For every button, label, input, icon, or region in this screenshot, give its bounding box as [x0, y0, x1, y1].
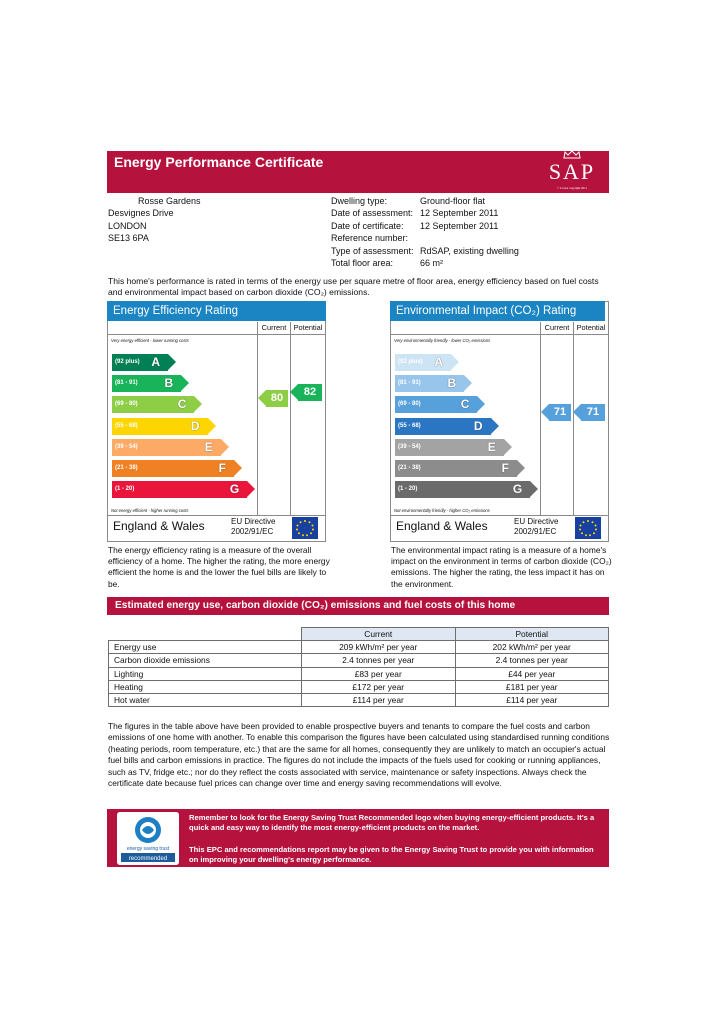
potential-rating-arrow — [581, 404, 605, 421]
detail-label: Reference number: — [331, 233, 409, 244]
band-tip — [530, 481, 538, 497]
detail-value: Ground-floor flat — [420, 196, 486, 206]
potential-rating-arrow — [298, 384, 322, 401]
table-header-row — [109, 628, 609, 641]
band-range: (1 - 20) — [398, 486, 418, 493]
directive-line: EU Directive — [231, 517, 276, 526]
sap-logo-text: SAP — [548, 159, 596, 184]
rating-band-b — [112, 375, 181, 392]
detail-value: 66 m² — [420, 258, 444, 269]
detail-value: 12 September 2011 — [420, 220, 499, 231]
address-line: Rosse Gardens — [138, 196, 201, 206]
detail-value: RdSAP, existing dwelling — [420, 245, 519, 256]
arrow-point — [573, 404, 581, 420]
region-label: England & Wales — [396, 519, 488, 533]
eu-flag-icon — [292, 517, 318, 539]
row-current: 209 kWh/m² per year — [302, 641, 456, 654]
row-label: Lighting — [109, 667, 302, 680]
column-divider — [257, 322, 258, 515]
directive-line: 2002/91/EC — [514, 527, 557, 536]
arrow-point — [290, 384, 298, 400]
explanation-text: The figures in the table above have been provided to enable prospective buyers and tenants to compare the fuel costs and carbon emissions of one home with another. To enable this comparison the figures have been calculated using standardised running conditions (heating periods, room temperature, etc.) that are the same for all homes, consequently they are unlikely to match an occupier's actual fuel bills and carbon emissions in practice. The figures do not include the impacts of the fuels used for cooking or running appliances, such as TV, fridge etc.; nor do they reflect the costs associated with service, maintenance or safety inspections. Always check the certificate date because fuel prices can change over time and energy saving recommendations will evolve. — [108, 721, 610, 789]
band-range: (92 plus) — [115, 359, 140, 365]
potential-rating-value: 82 — [303, 386, 317, 398]
energy-efficiency-panel — [107, 301, 326, 542]
band-letter: D — [190, 418, 200, 433]
band-letter: A — [434, 355, 443, 369]
band-range: (81 - 91) — [115, 380, 138, 387]
rating-band-d — [112, 418, 208, 435]
potential-column-header: Potential — [293, 323, 323, 332]
divider — [108, 334, 325, 335]
band-letter: B — [447, 376, 457, 391]
row-potential: 202 kWh/m² per year — [455, 641, 609, 654]
crown-icon — [563, 151, 581, 159]
sap-logo — [541, 153, 603, 191]
band-tip — [221, 439, 229, 455]
eu-directive — [231, 517, 275, 537]
rating-band-e — [112, 439, 221, 456]
address-line: LONDON — [108, 220, 147, 231]
table-header-blank — [109, 628, 302, 641]
bottom-note: Not environmentally friendly - higher CO₂ emissions — [394, 508, 490, 513]
detail-label: Total floor area: — [331, 258, 394, 269]
footer-text-1: Remember to look for the Energy Saving Trust Recommended logo when buying energy-efficient products. It's a quick and easy way to identify the most energy-efficient products on the market. — [189, 813, 595, 832]
current-rating-value: 80 — [270, 392, 284, 404]
band-range: (55 - 68) — [398, 422, 421, 429]
band-letter: C — [460, 397, 470, 412]
band-tip — [464, 375, 472, 391]
detail-label: Type of assessment: — [331, 245, 414, 256]
band-letter: G — [229, 482, 240, 497]
row-current: £114 per year — [302, 693, 456, 706]
detail-label: Date of certificate: — [331, 220, 404, 231]
row-label: Heating — [109, 680, 302, 693]
band-letter: B — [164, 376, 174, 391]
band-letter: F — [218, 461, 226, 475]
band-tip — [181, 375, 189, 391]
region-label: England & Wales — [113, 519, 205, 533]
detail-row — [331, 232, 611, 244]
directive-line: EU Directive — [514, 517, 559, 526]
band-letter: F — [501, 461, 509, 475]
detail-row — [331, 245, 611, 257]
band-range: (1 - 20) — [115, 486, 135, 493]
divider — [391, 334, 608, 335]
detail-row — [331, 207, 611, 219]
table-header-current: Current — [302, 628, 456, 641]
rating-band-g — [112, 481, 247, 498]
band-tip — [208, 418, 216, 434]
band-tip — [491, 418, 499, 434]
band-letter: G — [512, 482, 523, 497]
row-current: 2.4 tonnes per year — [302, 654, 456, 667]
rating-band-f — [395, 460, 517, 477]
intro-text: This home's performance is rated in terms of the energy use per square metre of floor area, energy efficiency based on fuel costs and environmental impact based on carbon dioxide (CO₂) emissions. — [108, 276, 599, 297]
row-potential: 2.4 tonnes per year — [455, 654, 609, 667]
rating-band-a — [112, 354, 168, 371]
current-rating-arrow — [549, 404, 571, 421]
bottom-note: Not energy efficient - higher running costs — [111, 508, 189, 513]
potential-column-header: Potential — [576, 323, 606, 332]
table-row — [109, 693, 609, 706]
address-line: Desvignes Drive — [108, 208, 174, 219]
current-column-header: Current — [261, 323, 287, 332]
environmental-impact-title: Environmental Impact (CO₂) Rating — [390, 301, 605, 321]
sap-logo-small: © Crown copyright 2011 — [556, 186, 588, 190]
band-range: (69 - 80) — [115, 401, 138, 408]
directive-line: 2002/91/EC — [231, 527, 274, 536]
environmental-description: The environmental impact rating is a measure of a home's impact on the environment in terms of carbon dioxide (CO₂) emissions. The higher the rating, the less impact it has on the environment. — [391, 545, 612, 589]
band-letter: E — [487, 439, 496, 454]
rating-band-c — [112, 396, 194, 413]
top-note: Very energy efficient - lower running costs — [111, 338, 189, 343]
band-tip — [234, 460, 242, 476]
rating-band-a — [395, 354, 451, 371]
divider — [391, 515, 608, 516]
row-label: Hot water — [109, 693, 302, 706]
band-range: (69 - 80) — [398, 401, 421, 408]
dwelling-details — [331, 195, 611, 269]
table-row — [109, 654, 609, 667]
top-note: Very environmentally friendly - lower CO₂ emissions — [394, 338, 491, 343]
detail-row — [331, 220, 611, 232]
environmental-impact-panel — [390, 301, 609, 542]
rating-band-b — [395, 375, 464, 392]
potential-rating-value: 71 — [586, 406, 600, 418]
rating-band-d — [395, 418, 491, 435]
certificate-title: Energy Performance Certificate — [114, 154, 324, 170]
band-tip — [517, 460, 525, 476]
eu-directive — [514, 517, 558, 537]
footer-banner — [107, 809, 609, 867]
address-line: SE13 6PA — [108, 233, 149, 244]
property-address — [108, 195, 308, 245]
rating-band-e — [395, 439, 504, 456]
band-range: (39 - 54) — [115, 443, 138, 450]
row-label: Carbon dioxide emissions — [109, 654, 302, 667]
arrow-point — [541, 404, 549, 420]
arrow-point — [258, 390, 266, 406]
logo-line1: energy saving trust — [126, 846, 170, 852]
energy-efficiency-title: Energy Efficiency Rating — [107, 301, 326, 321]
band-tip — [247, 481, 255, 497]
rating-band-f — [112, 460, 234, 477]
table-row — [109, 667, 609, 680]
band-range: (81 - 91) — [398, 380, 421, 387]
band-range: (92 plus) — [398, 359, 423, 365]
current-rating-arrow — [266, 390, 288, 407]
band-letter: C — [177, 397, 187, 412]
table-row — [109, 680, 609, 693]
estimated-costs-table — [108, 627, 609, 707]
rating-band-c — [395, 396, 477, 413]
band-tip — [477, 396, 485, 412]
band-range: (21 - 38) — [115, 465, 138, 471]
band-letter: A — [151, 355, 160, 369]
table-header-potential: Potential — [455, 628, 609, 641]
detail-label: Dwelling type: — [331, 196, 388, 206]
estimated-costs-title: Estimated energy use, carbon dioxide (CO₂) emissions and fuel costs of this home — [107, 597, 609, 615]
row-potential: £181 per year — [455, 680, 609, 693]
efficiency-description: The energy efficiency rating is a measure of the overall efficiency of a home. The higher the rating, the more energy efficient the home is and the lower the fuel bills are likely to be. — [108, 545, 330, 589]
energy-saving-trust-logo — [117, 812, 179, 865]
band-tip — [504, 439, 512, 455]
band-tip — [194, 396, 202, 412]
band-range: (55 - 68) — [115, 422, 138, 429]
row-potential: £44 per year — [455, 667, 609, 680]
row-potential: £114 per year — [455, 693, 609, 706]
divider — [108, 515, 325, 516]
band-range: (21 - 38) — [398, 465, 421, 471]
rating-band-g — [395, 481, 530, 498]
column-divider — [290, 322, 291, 515]
eu-flag-icon — [575, 517, 601, 539]
band-tip — [168, 354, 176, 370]
detail-label: Date of assessment: — [331, 208, 414, 219]
table-row — [109, 641, 609, 654]
logo-line2: recommended — [128, 856, 168, 862]
row-label: Energy use — [109, 641, 302, 654]
band-range: (39 - 54) — [398, 443, 421, 450]
header-banner — [107, 151, 609, 193]
footer-text-2: This EPC and recommendations report may be given to the Energy Saving Trust to provide you with information on improving your dwelling's energy performance. — [189, 845, 594, 864]
detail-row — [331, 257, 611, 269]
row-current: £83 per year — [302, 667, 456, 680]
current-column-header: Current — [544, 323, 570, 332]
current-rating-value: 71 — [553, 406, 567, 418]
detail-value: 12 September 2011 — [420, 208, 499, 219]
row-current: £172 per year — [302, 680, 456, 693]
band-tip — [451, 354, 459, 370]
band-letter: E — [204, 439, 213, 454]
detail-row — [331, 195, 611, 207]
band-letter: D — [473, 418, 483, 433]
